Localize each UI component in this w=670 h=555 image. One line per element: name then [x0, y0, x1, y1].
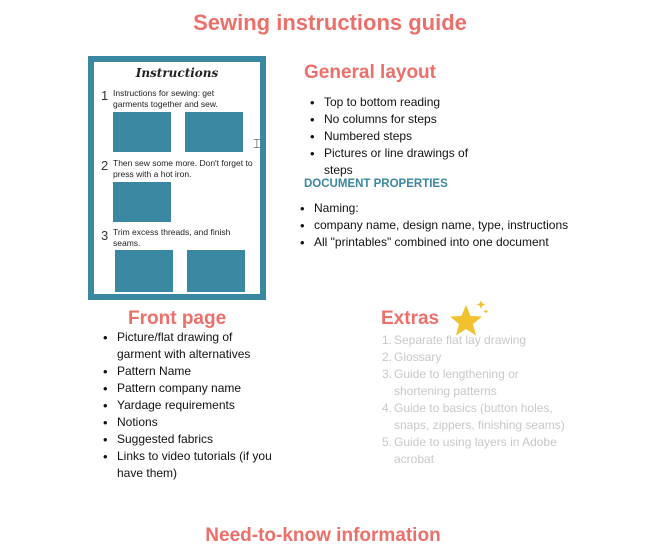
step-image — [185, 112, 243, 152]
list-item: • Picture/flat drawing of garment with alternatives — [101, 329, 277, 363]
step-text: Instructions for sewing: get garments together and sew. — [113, 88, 218, 109]
document-properties-heading: DOCUMENT PROPERTIES — [304, 178, 448, 190]
need-to-know-heading: Need-to-know information — [205, 525, 441, 546]
list-item: • Links to video tutorials (if you have them) — [101, 448, 297, 482]
list-item: 4. Guide to basics (button holes, snaps, zippers, finishing seams) — [382, 401, 565, 432]
front-page-list — [101, 329, 301, 482]
extras-heading: Extras — [381, 308, 440, 329]
document-properties-list — [298, 200, 628, 251]
text-cursor-icon: ⌶ — [253, 136, 261, 151]
list-item: • Pattern Name — [101, 363, 301, 380]
list-item: • Pictures or line drawings of steps — [308, 145, 474, 179]
front-page-heading: Front page — [128, 308, 227, 329]
list-item: 1. Separate flat lay drawing — [382, 333, 527, 347]
list-item: 5. Guide to using layers in Adobe acrobat — [382, 435, 557, 466]
list-item: • All "printables" combined into one document — [298, 234, 628, 251]
list-item: 3. Guide to lengthening or shortening patterns — [382, 367, 519, 398]
extras-list — [382, 332, 582, 468]
list-item: 2. Glossary — [382, 350, 442, 364]
list-item: • Yardage requirements — [101, 397, 301, 414]
list-item: • Notions — [101, 414, 301, 431]
list-item: • No columns for steps — [308, 111, 508, 128]
general-layout-list — [308, 94, 508, 179]
list-item: • Pattern company name — [101, 380, 301, 397]
list-item: • company name, design name, type, instructions — [298, 217, 628, 234]
step-text: Then sew some more. Don't forget to press with a hot iron. — [113, 158, 253, 179]
instructions-preview — [88, 56, 266, 300]
list-item: • Top to bottom reading — [308, 94, 508, 111]
list-item: • Suggested fabrics — [101, 431, 301, 448]
step-number: 1 — [101, 88, 109, 103]
preview-title: Instructions — [135, 66, 219, 80]
page-title: Sewing instructions guide — [193, 10, 467, 35]
step-image — [113, 182, 171, 222]
step-number: 2 — [101, 158, 109, 173]
general-layout-heading: General layout — [304, 62, 436, 83]
step-image — [187, 250, 245, 292]
list-item: • Numbered steps — [308, 128, 508, 145]
step-text: Trim excess threads, and finish seams. — [113, 227, 231, 248]
step-image — [115, 250, 173, 292]
step-number: 3 — [101, 228, 109, 243]
step-image — [113, 112, 171, 152]
list-item: • Naming: — [298, 200, 628, 217]
